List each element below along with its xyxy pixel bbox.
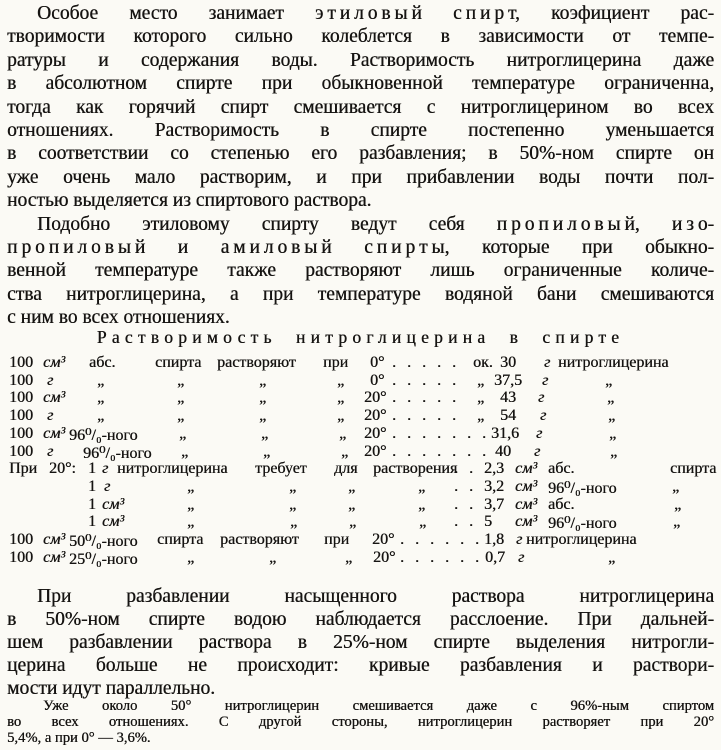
table-cell: г (544, 354, 551, 371)
table-cell: „ (177, 407, 185, 425)
table-row (7, 443, 714, 461)
dot-leader: . . (454, 460, 473, 478)
paragraph-dilution (7, 585, 714, 700)
table-cell: абс. (548, 460, 575, 478)
text-line: Особое место занимает э т и л о в ы й с п и р т, коэфициент рас- (37, 3, 714, 24)
text-line: тогда как горячий спирт смешивается с нитроглицерином во всех (7, 96, 714, 118)
table-cell: „ (419, 513, 427, 531)
table-row (7, 372, 714, 390)
table-cell: г (518, 548, 525, 566)
table-cell: при (323, 354, 349, 371)
text-line: ратуры и содержания воды. Растворимость нитроглицерина даже (7, 49, 714, 71)
table-cell: 43 (500, 389, 516, 407)
text-line: 5,4%, а при 0° — 3,6%. (7, 730, 151, 747)
table-cell: „ (418, 495, 426, 513)
table-cell: г (516, 531, 523, 548)
table-cell: „ (608, 407, 616, 425)
table-cell: „ (418, 477, 426, 495)
dot-leader: . . (454, 513, 473, 531)
table-cell: нитроглицерина (526, 531, 637, 548)
dot-leader: . . . . . (392, 371, 456, 389)
table-cell: г (540, 407, 547, 425)
table-cell: „ (674, 495, 682, 513)
table-cell: „ (187, 477, 195, 495)
table-cell: 96⁰/₀-ного (69, 426, 138, 444)
dilution-text-block (7, 585, 714, 700)
table-cell: абс. (89, 354, 116, 371)
text-line: церина больше не происходит: кривые разбавления и раствори- (7, 655, 714, 676)
table-cell: 100 (9, 424, 33, 442)
text-line: ностью выделяется из спиртового раствора. (7, 190, 372, 212)
table-cell: растворяют (217, 354, 296, 371)
table-cell: см³ (515, 495, 538, 513)
table-cell: см³ (515, 477, 538, 495)
table-cell: 1 (88, 495, 96, 513)
table-cell: „ (289, 495, 297, 513)
table-cell: 1 (88, 513, 96, 531)
text-line: Подобно этиловому спирту ведут себя п р о п и л о в ы й, и з о- (37, 213, 714, 235)
table-row (7, 513, 714, 531)
text-line: в абсолютном спирте при обыкновенной температуре ограниченна, (7, 73, 714, 95)
dot-leader: . . . . . . . (392, 442, 486, 460)
table-cell: „ (477, 407, 485, 425)
table-cell: см³ (515, 513, 538, 531)
table-cell: „ (605, 371, 613, 389)
table-cell: 40 (495, 442, 511, 460)
table-cell: 20° (373, 548, 396, 566)
table-cell: „ (341, 442, 349, 460)
dot-leader: . . . . . . (400, 548, 479, 566)
table-heading: Растворимость нитроглицерина в спирте (96, 327, 625, 347)
table-cell: см³ (43, 531, 66, 548)
table-cell: см³ (102, 513, 125, 531)
table-cell: „ (187, 495, 195, 513)
table-cell: „ (179, 424, 187, 442)
table-cell: спирта (155, 354, 202, 371)
table-cell: см³ (102, 495, 125, 513)
table-cell: „ (610, 442, 618, 460)
table-row (7, 460, 717, 478)
table-cell: 100 (9, 354, 33, 371)
table-cell: г (104, 477, 111, 495)
table-cell: 25⁰/₀-ного (69, 550, 138, 568)
table-cell: г (47, 371, 54, 389)
table-cell: 100 (9, 442, 33, 460)
table-cell: „ (672, 477, 680, 495)
table-cell: „ (609, 424, 617, 442)
table-cell: „ (187, 513, 195, 531)
table-cell: „ (261, 424, 269, 442)
table-cell: спирта (670, 460, 717, 478)
solubility-table (7, 354, 717, 568)
table-cell: „ (337, 407, 345, 425)
table-cell: 1,8 (484, 531, 504, 548)
table-cell: „ (608, 548, 616, 566)
table-row (7, 425, 714, 443)
table-cell: „ (607, 389, 615, 407)
table-cell: 100 (9, 407, 33, 425)
table-cell: „ (348, 495, 356, 513)
table-cell: „ (348, 477, 356, 495)
table-cell: абс. (548, 495, 575, 513)
dot-leader: . . (454, 477, 473, 495)
table-cell: 50⁰/₀-ного (69, 533, 138, 550)
table-cell: 20° (364, 389, 387, 407)
text-line: ства нитроглицерина, а при температуре водяной бани смешиваются (7, 283, 714, 305)
footnote-block (7, 698, 714, 747)
table-cell: требует (255, 460, 307, 478)
table-row (7, 389, 714, 407)
body-text-block (7, 2, 714, 330)
table-cell: 54 (500, 407, 516, 425)
table-row (7, 407, 714, 425)
table-cell: 100 (9, 389, 33, 407)
table-cell: 96⁰/₀-ного (548, 479, 617, 497)
table-cell: При (9, 460, 38, 478)
dot-leader: . . . . . (392, 354, 456, 371)
table-cell: 100 (9, 531, 33, 548)
text-line: При разбавлении насыщенного раствора нитроглицерина (37, 586, 714, 607)
text-line: уже очень мало растворим, и при прибавлении воды почти пол- (7, 166, 714, 188)
table-cell: 5 (484, 513, 492, 531)
text-line: Уже около 50° нитроглицерин смешивается даже с 96%-ным спиртом (43, 698, 714, 714)
text-line: отношениях. Растворимость в спирте постепенно уменьшается (7, 120, 714, 142)
text-line: п р о п и л о в ы й и а м и л о в ы й с п и р т ы, которые при обыкно- (7, 237, 714, 259)
text-line: мости идут параллельно. (7, 678, 216, 699)
table-cell: 20° (364, 407, 387, 425)
table-cell: см³ (515, 460, 538, 478)
table-cell: г (536, 424, 543, 442)
table-cell: для (334, 460, 358, 478)
table-cell: „ (97, 407, 105, 425)
text-line: в соответствии со степенью его разбавления; в 50%-ном спирте он (7, 143, 714, 165)
table-cell: нитроглицерина (117, 460, 228, 478)
table-cell: 0,7 (485, 548, 505, 566)
table-row (7, 531, 714, 549)
table-cell: при (324, 531, 350, 548)
table-cell: 31,6 (491, 424, 519, 442)
table-cell: „ (345, 548, 353, 566)
table-cell: нитроглицерина (558, 354, 669, 371)
table-cell: „ (181, 442, 189, 460)
table-cell: „ (259, 389, 267, 407)
dot-leader: . . . . . (392, 389, 456, 407)
table-cell: см³ (43, 389, 66, 407)
paragraph-ethyl-alcohol (7, 2, 714, 213)
table-cell: см³ (43, 548, 66, 566)
table-row (7, 354, 714, 372)
table-cell: см³ (43, 424, 66, 442)
table-cell: „ (269, 548, 277, 566)
table-cell: „ (673, 513, 681, 531)
table-cell: г (542, 371, 549, 389)
table-cell: „ (477, 371, 485, 389)
table-cell: спирта (157, 531, 204, 548)
table-cell: „ (97, 389, 105, 407)
table-row (7, 496, 714, 514)
table-cell: г (102, 460, 109, 478)
table-cell: растворяют (220, 531, 299, 548)
table-cell: г (47, 442, 54, 460)
paragraph-other-alcohols (7, 213, 714, 330)
table-cell: 0° (370, 371, 385, 389)
text-line: шем разбавлении раствора в 25%-ном спирте выделения нитрогли- (7, 632, 714, 653)
table-cell: см³ (43, 354, 66, 371)
table-cell: „ (339, 424, 347, 442)
table-cell: 37,5 (494, 371, 522, 389)
table-cell: 2,3 (484, 460, 504, 478)
table-cell: 1 (88, 460, 96, 478)
table-cell: ок. (473, 354, 493, 371)
table-cell: „ (289, 477, 297, 495)
table-cell: 20°: (49, 460, 76, 478)
table-cell: „ (177, 389, 185, 407)
table-cell: г (534, 442, 541, 460)
text-line: венной температуре также растворяют лишь ограниченные количе- (7, 260, 714, 282)
dot-leader: . . . . . (392, 407, 456, 425)
table-cell: 1 (88, 477, 96, 495)
table-cell: 100 (9, 548, 33, 566)
footnote (7, 698, 714, 747)
table-cell: „ (97, 371, 105, 389)
table-cell: 100 (9, 371, 33, 389)
table-cell: растворения (373, 460, 458, 478)
table-cell: г (538, 389, 545, 407)
table-cell: „ (259, 407, 267, 425)
table-cell: 20° (364, 424, 387, 442)
table-cell: 96⁰/₀-ного (83, 444, 152, 462)
table-cell: 20° (372, 531, 395, 548)
table-cell: 0° (370, 354, 385, 371)
table-cell: „ (337, 371, 345, 389)
table-cell: „ (290, 513, 298, 531)
table-row (7, 478, 714, 496)
text-line: в 50%-ном спирте водою наблюдается расслоение. При дальней- (7, 609, 714, 630)
table-cell: „ (349, 513, 357, 531)
table-cell: 20° (364, 442, 387, 460)
dot-leader: . . (454, 495, 473, 513)
text-line: с ним во всех отношениях. (7, 307, 230, 329)
table-cell: 3,2 (484, 477, 504, 495)
table-cell: 30 (500, 354, 516, 371)
table-cell: „ (263, 442, 271, 460)
table-row (7, 549, 714, 567)
text-line: во всех отношениях. С другой стороны, нитроглицерин растворяет при 20° (7, 714, 714, 731)
table-cell: „ (337, 389, 345, 407)
table-cell: „ (187, 548, 195, 566)
text-line: творимости которого сильно колеблется в зависимости от темпе- (7, 26, 714, 48)
table-cell: 96⁰/₀-ного (548, 515, 617, 533)
dot-leader: . . . . . . (400, 531, 479, 548)
table-cell: г (47, 407, 54, 425)
table-cell: 3,7 (484, 495, 504, 513)
table-cell: „ (259, 371, 267, 389)
table-cell: „ (477, 389, 485, 407)
dot-leader: . . . . . . . (392, 424, 486, 442)
table-cell: „ (177, 371, 185, 389)
